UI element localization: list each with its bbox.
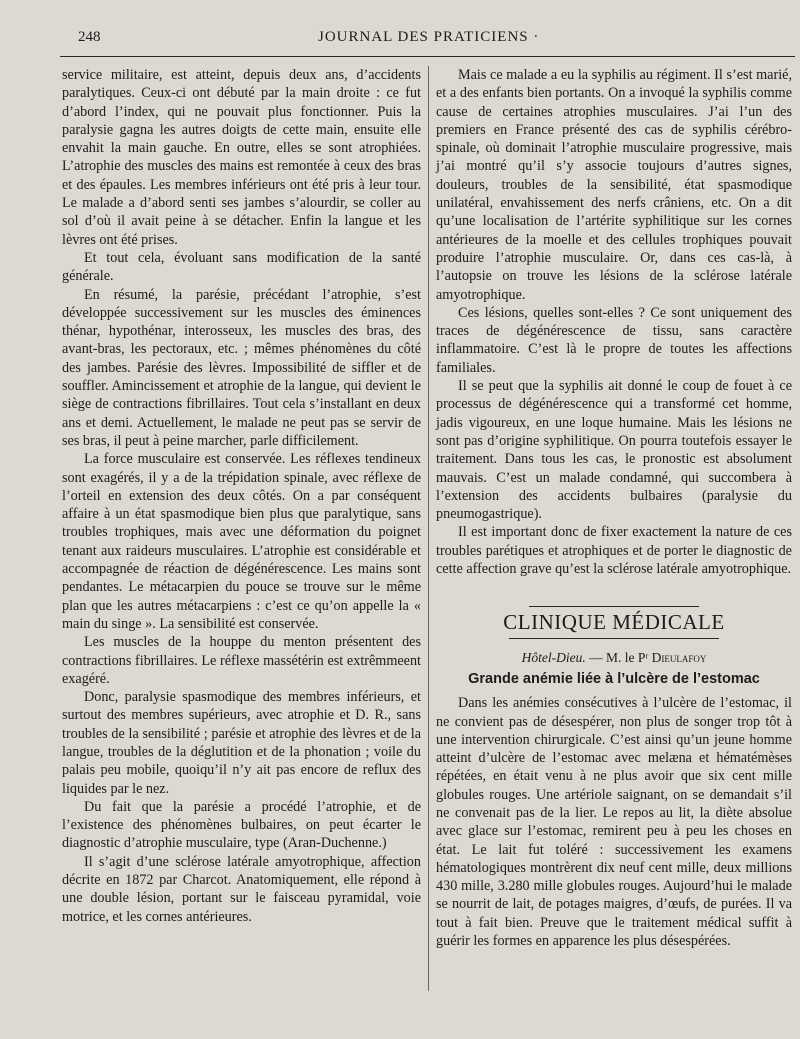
paragraph: Et tout cela, évoluant sans modification de la santé générale. [62,249,421,285]
article-body: Dans les anémies consécutives à l’ulcère de l’estomac, il ne convient pas de désespérer, non plus de songer trop tôt à une intervention chirurgicale. C’est ainsi qu’un jeune homme atteint d’ulcère de l’estomac avec melæna et hématémèses répétées, en était venu à ne plus avoir que six cent mille globules rouges. Une artériole saignant, on se demandait s’il ne convenait pas de la lier. Le repos au lit, la diète absolue avec glace sur l’estomac, remirent peu à peu les choses en état. Le lait fut toléré : successivement les examens hématologiques montrèrent dix neuf cent mille, deux millions 430 mille, 3.280 mille globules rouges. Aujourd’hui le malade se nourrit de lait, de potages maigres, d’œufs, de purées. Il va tout à fait bien. Preuve que le traitement médical suffit à guérir les formes en apparence les plus désespérées. [436,695,792,950]
running-head: JOURNAL DES PRATICIENS · [318,29,540,45]
paragraph: Ces lésions, quelles sont-elles ? Ce sont uniquement des traces de dégénérescence de tissu, sans caractère inflammatoire. C’est là le propre de toutes les affections familiales. [436,304,792,376]
article-byline [436,649,792,667]
article-title: Grande anémie liée à l’ulcère de l’estomac [468,670,760,687]
paragraph: Les muscles de la houppe du menton présentent des contractions fibrillaires. Le réflexe massétérin est extrêmmeent exagéré. [62,634,421,687]
column-divider [428,66,429,991]
right-column [436,66,792,950]
paragraph: Il s’agit d’une sclérose latérale amyotrophique, affection décrite en 1872 par Charcot. Anatomiquement, elle répond à une double lésion, portant sur le faisceau pyramidal, voie motrice, et les cornes antérieures. [62,853,421,925]
paragraph: Donc, paralysie spasmodique des membres inférieurs, et surtout des membres supérieurs, avec atrophie et D. R., sans troubles de la sensibilité ; parésie et atrophie des lèvres et de la langue, troubles de la déglutition et de la phonation ; voile du palais peu mobile, quoiqu’il n’y ait pas encore de reflux des liquides par le nez. [62,689,421,797]
paragraph: Il se peut que la syphilis ait donné le coup de fouet à ce processus de dégénérescence qui a transformé cet homme, jadis vigoureux, en une loque humaine. Mais les lésions ne sont pas d’origine syphilitique. On pourra toutefois essayer le traitement. Dans tous les cas, le pronostic est absolument mauvais. C’est un malade condamné, qui succombera à l’extension des accidents bulbaires (paralysie du pneumogastrique). [436,378,792,523]
section-rule [529,606,699,607]
paragraph: La force musculaire est conservée. Les réflexes tendineux sont exagérés, il y a de la trépidation spinale, avec réflexe de l’orteil en extension des deux côtés. On a par conséquent affaire à un état spasmodique bien plus que paralytique, sans troubles trophiques, mais avec une déformation du poignet tenant aux raideurs musculaires. L’atrophie est considérable et accompagnée de réaction de dégénérescence. Les mains sont pendantes. Le métacarpien du pouce se trouve sur le même plan que les autres métacarpiens : c’est ce qu’on appelle la « main du singe ». La sensibilité est conservée. [62,451,421,632]
page-header [60,26,780,50]
paragraph: Du fait que la parésie a procédé l’atrophie, et de l’existence des phénomènes bulbaires, on peut écarter le diagnostic d’atrophie musculaire, type (Aran-Duchenne.) [62,798,421,852]
header-rule [60,56,795,57]
paragraph: Il est important donc de fixer exactement la nature de ces troubles parétiques et atrophiques et de porter le diagnostic de cette affection grave qu’est la sclérose latérale amyotrophique. [436,524,792,578]
section-rule [509,638,719,639]
author-name: Dieulafoy [651,649,707,665]
paragraph: service militaire, est atteint, depuis deux ans, d’accidents paralytiques. Ceux-ci ont débuté par la main droite : ce fut d’abord l’index, qui ne pouvait plus fonctionner. Puis la paralysie gagna les autres doigts de cette main, ensuite elle envahit la main gauche. En outre, elles se sont atrophiées. L’atrophie des muscles des mains est remontée à ceux des bras et des épaules. Les membres inférieurs ont été pris à leur tour. Le malade a d’abord senti ses jambes s’alourdir, se coller au sol d’où il avait peine à se détacher. Enfin la langue et les lèvres ont été prises. [62,67,421,248]
paragraph: En résumé, la parésie, précédant l’atrophie, s’est développée successivement sur les muscles des éminences thénar, hypothénar, interosseux, les muscles des bras, des avant-bras, les pectoraux, etc. ; mêmes phénomènes du côté des jambes. Parésie des lèvres. Impossibilité de siffler et de souffler. Amincissement et atrophie de la langue, qui devient le siège de contractions fibrillaires. Tout cela s’installant en deux ans et demi. Actuellement, le malade ne peut pas se servir de ses bras, il peut à peine marcher, parle difficilement. [62,286,421,449]
hospital-name: Hôtel-Dieu. [521,649,586,665]
paragraph: Mais ce malade a eu la syphilis au régiment. Il s’est marié, et a des enfants bien portants. On a invoqué la syphilis comme cause de certaines atrophies musculaires. J’ai l’un des premiers en France présenté des cas de syphilis cérébro-spinale, où dominait l’atrophie musculaire progressive, mais j’ai montré qu’il s’y associe toujours d’autres signes, douleurs, troubles de la sensibilité, état spasmodique unilatéral, envahissement des nerfs crâniens, etc. On a dit qu’une localisation de l’artérite syphilitique sur les cornes antérieures de la moelle et des cellules trophiques pouvait produire l’atrophie musculaire. Or, dans ces cas-là, à l’autopsie on trouve les lésions de la sclérose latérale amyotrophique. [436,67,792,303]
byline-separator: — M. le Pʳ [589,649,649,665]
page-number: 248 [78,29,101,45]
section-title: CLINIQUE MÉDICALE [503,610,725,635]
left-column [62,66,421,926]
